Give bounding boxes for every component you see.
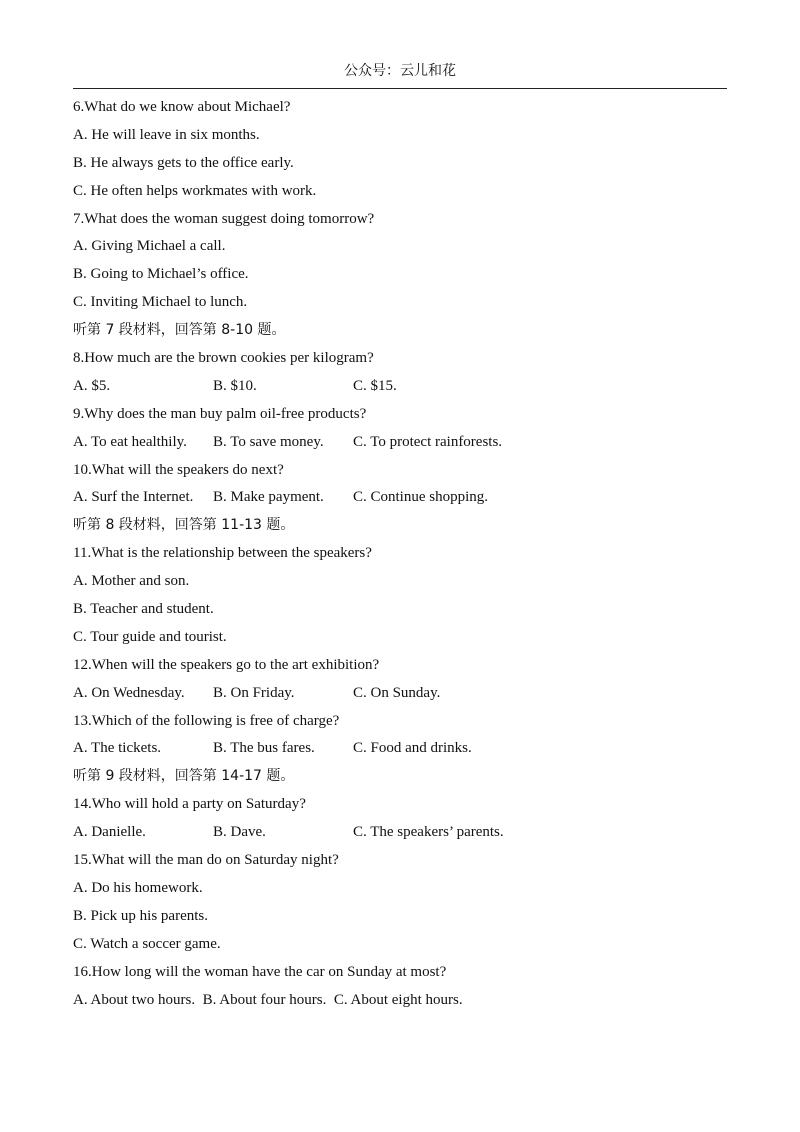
option-12c: C. On Sunday. xyxy=(353,684,441,701)
option-13a: A. The tickets. xyxy=(73,740,162,757)
option-10b: B. Make payment. xyxy=(213,489,324,506)
question-7: 7.What does the woman suggest doing tomorrow? xyxy=(73,210,375,227)
options-10 xyxy=(73,484,727,512)
question-11: 11.What is the relationship between the speakers? xyxy=(73,545,372,562)
question-list xyxy=(73,94,727,1014)
question-14: 14.Who will hold a party on Saturday? xyxy=(73,796,306,813)
option-7c: C. Inviting Michael to lunch. xyxy=(73,294,248,311)
question-15: 15.What will the man do on Saturday night? xyxy=(73,852,339,869)
question-10: 10.What will the speakers do next? xyxy=(73,461,284,478)
option-15c: C. Watch a soccer game. xyxy=(73,935,221,952)
option-13b: B. The bus fares. xyxy=(213,740,315,757)
option-7a: A. Giving Michael a call. xyxy=(73,238,226,255)
option-15a: A. Do his homework. xyxy=(73,879,203,896)
option-6b: B. He always gets to the office early. xyxy=(73,154,294,171)
option-6a: A. He will leave in six months. xyxy=(73,126,260,143)
options-8 xyxy=(73,373,727,401)
question-6: 6.What do we know about Michael? xyxy=(73,99,291,115)
options-13 xyxy=(73,735,727,763)
option-16a: A. About two hours. xyxy=(73,991,196,1008)
option-9b: B. To save money. xyxy=(213,433,324,450)
option-14a: A. Danielle. xyxy=(73,824,146,841)
option-8b: B. $10. xyxy=(213,377,257,394)
option-11b: B. Teacher and student. xyxy=(73,601,214,618)
option-6c: C. He often helps workmates with work. xyxy=(73,182,317,199)
options-14 xyxy=(73,819,727,847)
option-12a: A. On Wednesday. xyxy=(73,684,185,701)
option-7b: B. Going to Michael’s office. xyxy=(73,266,249,283)
option-8a: A. $5. xyxy=(73,377,111,394)
options-16 xyxy=(73,987,727,1015)
option-13c: C. Food and drinks. xyxy=(353,740,472,757)
option-16c: C. About eight hours. xyxy=(333,991,463,1008)
option-9c: C. To protect rainforests. xyxy=(353,433,503,450)
page-header: 公众号：云儿和花 xyxy=(344,63,456,79)
question-8: 8.How much are the brown cookies per kilogram? xyxy=(73,350,374,367)
question-12: 12.When will the speakers go to the art exhibition? xyxy=(73,656,380,673)
option-11c: C. Tour guide and tourist. xyxy=(73,628,227,645)
option-10a: A. Surf the Internet. xyxy=(73,489,194,506)
section-heading-8: 听第 8 段材料，回答第 11-13 题。 xyxy=(73,517,295,534)
header-rule xyxy=(73,88,727,89)
option-9a: A. To eat healthily. xyxy=(73,433,187,450)
option-15b: B. Pick up his parents. xyxy=(73,907,208,924)
option-10c: C. Continue shopping. xyxy=(353,489,489,506)
section-heading-7: 听第 7 段材料，回答第 8-10 题。 xyxy=(73,322,286,339)
option-12b: B. On Friday. xyxy=(213,684,295,701)
option-16b: B. About four hours. xyxy=(202,991,327,1008)
question-13: 13.Which of the following is free of charge? xyxy=(73,712,340,729)
option-8c: C. $15. xyxy=(353,377,397,394)
section-heading-9: 听第 9 段材料，回答第 14-17 题。 xyxy=(73,768,295,785)
option-11a: A. Mother and son. xyxy=(73,573,190,590)
option-14c: C. The speakers’ parents. xyxy=(353,824,504,841)
options-12 xyxy=(73,680,727,708)
question-9: 9.Why does the man buy palm oil-free products? xyxy=(73,405,367,422)
option-14b: B. Dave. xyxy=(213,824,266,841)
options-9 xyxy=(73,429,727,457)
question-16: 16.How long will the woman have the car on Sunday at most? xyxy=(73,963,447,980)
